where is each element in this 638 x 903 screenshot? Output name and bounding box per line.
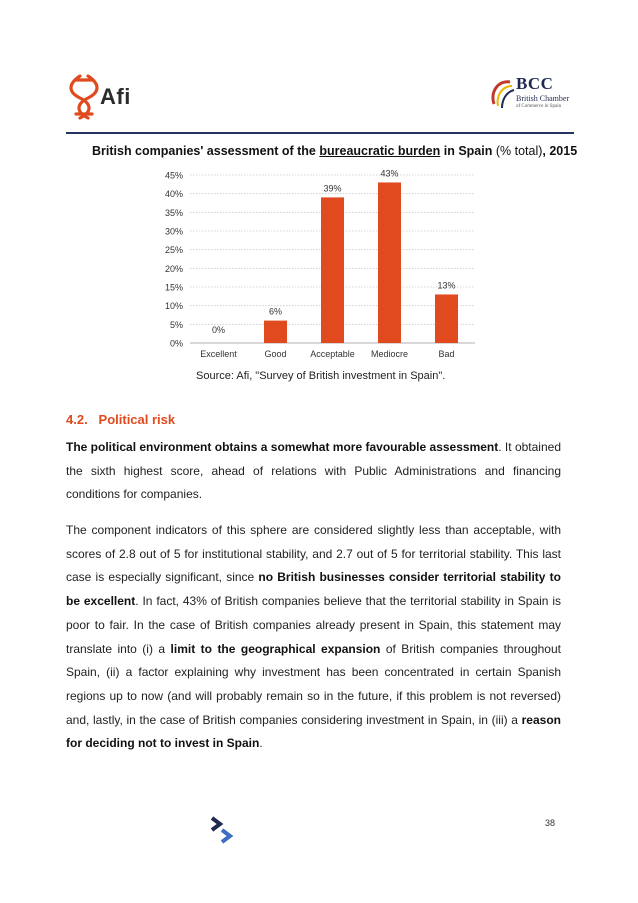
section-heading	[66, 412, 175, 427]
chart-title-unit: (% total)	[495, 144, 543, 158]
p2-bold-2: limit to the geographical expansion	[170, 641, 381, 656]
section-number: 4.2.	[66, 412, 88, 427]
bar	[321, 197, 344, 343]
page-number: 38	[545, 818, 556, 828]
x-tick-label: Excellent	[200, 349, 237, 359]
paragraph-2	[66, 519, 561, 756]
bar-value-label: 13%	[437, 280, 456, 291]
p1-bold-lead: The political environment obtains a somewhat more favourable assessment	[66, 440, 499, 454]
bar-value-label: 0%	[211, 325, 226, 335]
p2-text-2: . In fact, 43% of British companies believe that the territorial stability in Spain is poor to fair. In the case of British companies already present in Spain, this statement may translate into (i) a	[66, 594, 562, 656]
p2-text-4: .	[259, 736, 263, 751]
y-tick-label: 0%	[169, 338, 183, 349]
x-tick-label: Bad	[438, 349, 455, 359]
bcc-tagline: of Commerce in Spain	[516, 104, 562, 109]
y-tick-label: 15%	[164, 282, 183, 293]
chart-title-highlight: bureaucratic burden	[319, 144, 441, 158]
p2-text-3: of British companies throughout Spain, (ii) a factor explaining why investment has been concentrated in certain Spanish regions up to now (and will probably remain so in the future, if this problem is not reversed) and, lastly, in the case of British companies considering investment in Spain, in (iii) a	[66, 641, 561, 727]
chart-title-middle: in Spain	[443, 144, 493, 158]
bar-chart	[140, 166, 485, 362]
chart-source: Source: Afi, "Survey of British investment in Spain".	[196, 370, 446, 382]
y-tick-label: 35%	[164, 207, 183, 218]
bar-value-label: 6%	[268, 306, 283, 317]
chart-title-prefix: British companies' assessment of the	[92, 144, 316, 158]
page-header	[0, 0, 638, 140]
x-tick-label: Acceptable	[310, 349, 355, 359]
chart-title	[92, 144, 577, 158]
bar	[435, 294, 458, 343]
bar	[378, 182, 401, 343]
x-tick-label: Good	[264, 349, 287, 359]
y-tick-label: 10%	[164, 301, 183, 312]
y-tick-label: 40%	[164, 189, 183, 200]
x-tick-label: Mediocre	[370, 349, 409, 359]
afi-logo-text: Afi	[100, 84, 131, 109]
bar-value-label: 43%	[380, 168, 399, 179]
bar-value-label: 39%	[323, 183, 342, 194]
y-tick-label: 25%	[164, 245, 183, 256]
y-tick-label: 45%	[164, 170, 183, 181]
y-tick-label: 30%	[164, 226, 183, 237]
p2-bold-1: no British businesses consider territorial stability to be excellent	[66, 570, 561, 609]
y-tick-label: 5%	[169, 319, 183, 330]
paragraph-1	[66, 436, 561, 507]
p2-bold-3: reason for deciding not to invest in Spain	[66, 712, 561, 751]
bar	[264, 321, 287, 343]
chevron-logo-icon	[208, 816, 238, 846]
bcc-subtitle: British Chamber	[516, 94, 570, 103]
p1-rest: . It obtained the sixth highest score, ahead of relations with Public Administrations and financing conditions for companies.	[66, 440, 561, 502]
section-title: Political risk	[98, 412, 176, 427]
y-tick-label: 20%	[164, 263, 183, 274]
p2-text-1: The component indicators of this sphere are considered slightly less than acceptable, with scores of 2.8 out of 5 for institutional stability, and 2.7 out of 5 for territorial stability. This last case is especially significant, since	[66, 523, 561, 585]
bcc-title: BCC	[516, 74, 554, 93]
header-divider	[66, 132, 574, 134]
chart-title-suffix: , 2015	[542, 144, 578, 158]
